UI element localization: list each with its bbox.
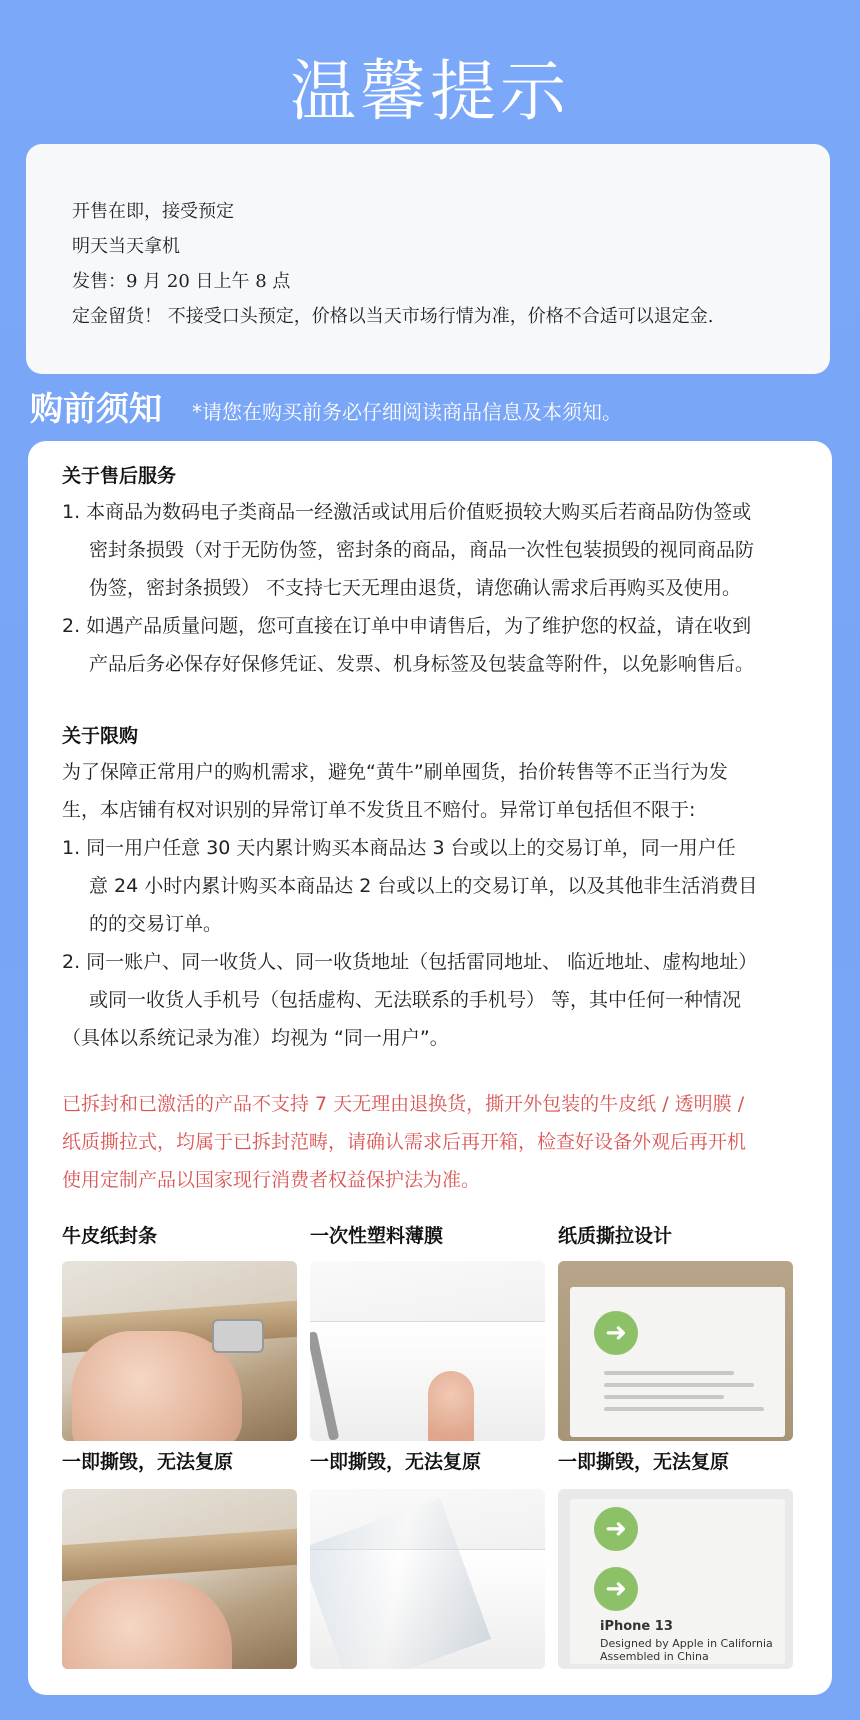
photo-caption: 一即撕毁，无法复原 — [62, 1451, 234, 1473]
after-sales-heading: 关于售后服务 — [62, 465, 177, 487]
label-sheet — [570, 1287, 785, 1437]
label-sheet — [570, 1499, 785, 1664]
notice-line: 明天当天拿机 — [72, 236, 180, 257]
limit-line: 1. 同一用户任意 30 天内累计购买本商品达 3 台或以上的交易订单，同一用户任 — [62, 837, 736, 859]
paper-tear-photo — [558, 1261, 793, 1441]
arrow-icon: ➜ — [594, 1507, 638, 1551]
kraft-strip — [62, 1529, 297, 1581]
photo-caption: 一次性塑料薄膜 — [310, 1225, 444, 1247]
box-assembly-label: Assembled in China — [600, 1650, 709, 1663]
limit-line: （具体以系统记录为准）均视为 “同一用户”。 — [62, 1027, 449, 1049]
after-sales-line: 产品后务必保存好保修凭证、发票、机身标签及包装盒等附件，以免影响售后。 — [89, 653, 755, 675]
photo-caption: 牛皮纸封条 — [62, 1225, 158, 1247]
after-sales-line: 2. 如遇产品质量问题，您可直接在订单中申请售后，为了维护您的权益，请在收到 — [62, 615, 752, 637]
kraft-seal-photo — [62, 1261, 297, 1441]
finger — [62, 1579, 232, 1669]
notice-line: 开售在即，接受预定 — [72, 201, 234, 222]
text-line — [604, 1395, 724, 1399]
plastic-film-photo — [310, 1261, 545, 1441]
after-sales-line: 1. 本商品为数码电子类商品一经激活或试用后价值贬损较大购买后若商品防伪签或 — [62, 501, 752, 523]
warning-line: 纸质撕拉式，均属于已拆封范畴，请确认需求后再开箱，检查好设备外观后再开机 — [62, 1131, 747, 1153]
seal-pin — [212, 1319, 264, 1353]
box-model-label: iPhone 13 — [600, 1619, 673, 1634]
kraft-torn-photo — [62, 1489, 297, 1669]
after-sales-line: 密封条损毁（对于无防伪签，密封条的商品，商品一次性包装损毁的视同商品防 — [89, 539, 755, 561]
limit-line: 或同一收货人手机号（包括虚构、无法联系的手机号） 等，其中任何一种情况 — [89, 989, 742, 1011]
limit-line: 的的交易订单。 — [89, 913, 223, 935]
arrow-icon: ➜ — [594, 1567, 638, 1611]
arrow-icon: ➜ — [594, 1311, 638, 1355]
limit-line: 为了保障正常用户的购机需求，避免“黄牛”刷单囤货，抬价转售等不正当行为发 — [62, 761, 728, 783]
unpacking-warning — [62, 1085, 822, 1199]
text-line — [604, 1407, 764, 1411]
limit-line: 生，本店铺有权对识别的异常订单不发货且不赔付。异常订单包括但不限于: — [62, 799, 696, 821]
limit-line: 2. 同一账户、同一收货人、同一收货地址（包括雷同地址、 临近地址、虚构地址） — [62, 951, 758, 973]
notice-line: 定金留货！ 不接受口头预定，价格以当天市场行情为准，价格不合适可以退定金. — [72, 306, 714, 327]
film-torn-photo — [310, 1489, 545, 1669]
section-header — [30, 384, 622, 434]
text-line — [604, 1371, 734, 1375]
photo-caption: 一即撕毁，无法复原 — [310, 1451, 482, 1473]
warning-line: 使用定制产品以国家现行消费者权益保护法为准。 — [62, 1169, 481, 1191]
after-sales-section — [62, 459, 822, 683]
limit-section — [62, 719, 822, 1057]
finger — [428, 1371, 474, 1441]
section-title: 购前须知 — [30, 389, 162, 428]
warning-line: 已拆封和已激活的产品不支持 7 天无理由退换货，撕开外包装的牛皮纸 / 透明膜 / — [62, 1093, 745, 1115]
photo-caption: 纸质撕拉设计 — [558, 1225, 673, 1247]
after-sales-line: 伪签，密封条损毁） 不支持七天无理由退货，请您确认需求后再购买及使用。 — [89, 577, 742, 599]
section-note: *请您在购买前务必仔细阅读商品信息及本须知。 — [192, 400, 622, 424]
torn-film — [310, 1498, 491, 1669]
box-design-label: Designed by Apple in California — [600, 1637, 773, 1650]
paper-torn-photo — [558, 1489, 793, 1669]
photo-caption: 一即撕毁，无法复原 — [558, 1451, 730, 1473]
page-title: 温馨提示 — [290, 53, 570, 130]
limit-heading: 关于限购 — [62, 725, 139, 747]
notice-card — [26, 144, 830, 374]
notice-line: 发售：9 月 20 日上午 8 点 — [72, 271, 291, 292]
purchase-notice-card — [28, 441, 832, 1695]
text-line — [604, 1383, 754, 1387]
limit-line: 意 24 小时内累计购买本商品达 2 台或以上的交易订单，以及其他非生活消费目 — [89, 875, 758, 897]
